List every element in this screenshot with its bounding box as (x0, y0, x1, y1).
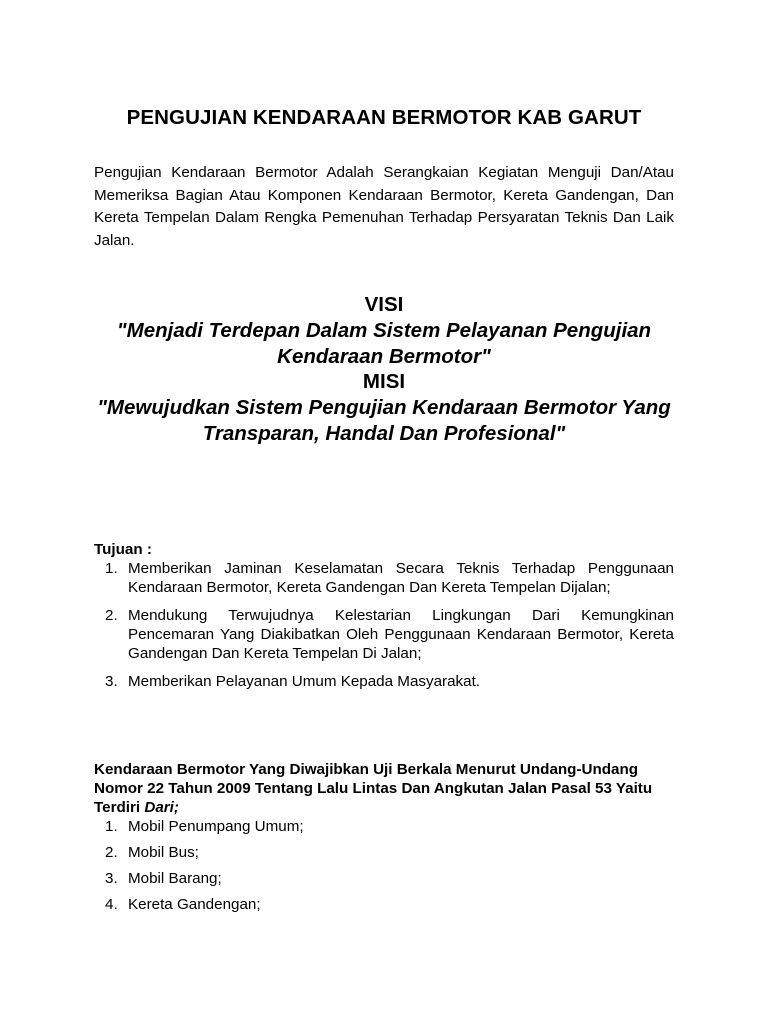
vision-mission-block (94, 292, 674, 447)
tujuan-list (94, 559, 674, 691)
list-item (94, 895, 674, 914)
kendaraan-list (94, 817, 674, 914)
page-title: PENGUJIAN KENDARAAN BERMOTOR KAB GARUT (126, 106, 642, 129)
list-item (94, 672, 674, 691)
visi-statement: "Menjadi Terdepan Dalam Sistem Pelayanan Pengujian Kendaraan Bermotor" (116, 318, 652, 368)
misi-heading: MISI (362, 370, 406, 394)
list-number: 1. (105, 560, 118, 577)
list-text: Mobil Penumpang Umum; (128, 818, 304, 835)
kendaraan-label-text: Kendaraan Bermotor Yang Diwajibkan Uji Berkala Menurut Undang-Undang Nomor 22 Tahun 2009 Tentang Lalu Lintas Dan Angkutan Jalan Pasal 53 Yaitu Terdiri (94, 761, 653, 816)
kendaraan-label (94, 760, 674, 817)
list-number: 3. (105, 870, 118, 887)
tujuan-label: Tujuan : (94, 541, 152, 558)
list-number: 2. (105, 844, 118, 861)
list-number: 1. (105, 818, 118, 835)
list-item (94, 843, 674, 862)
list-item (94, 606, 674, 663)
list-item (94, 869, 674, 888)
list-text: Memberikan Jaminan Keselamatan Secara Teknis Terhadap Penggunaan Kendaraan Bermotor, Kereta Gandengan Dan Kereta Tempelan Dijalan; (128, 560, 674, 596)
list-text: Kereta Gandengan; (128, 896, 261, 913)
tujuan-section (94, 540, 674, 700)
list-number: 3. (105, 673, 118, 690)
visi-heading: VISI (364, 293, 404, 316)
kendaraan-section (94, 760, 674, 921)
intro-paragraph: Pengujian Kendaraan Bermotor Adalah Serangkaian Kegiatan Menguji Dan/Atau Memeriksa Bagian Atau Komponen Kendaraan Bermotor, Kereta Gandengan, Dan Kereta Tempelan Dalam Rengka Pemenuhan Terhadap Persyaratan Teknis Dan Laik Jalan. (94, 164, 674, 249)
kendaraan-label-italic: Dari; (144, 799, 179, 816)
list-text: Mobil Bus; (128, 844, 199, 861)
list-item (94, 559, 674, 597)
list-text: Memberikan Pelayanan Umum Kepada Masyarakat. (128, 673, 481, 690)
list-number: 2. (105, 607, 118, 624)
list-text: Mendukung Terwujudnya Kelestarian Lingkungan Dari Kemungkinan Pencemaran Yang Diakibatkan Oleh Penggunaan Kendaraan Bermotor, Kereta Gandengan Dan Kereta Tempelan Di Jalan; (128, 607, 674, 662)
misi-statement: "Mewujudkan Sistem Pengujian Kendaraan Bermotor Yang Transparan, Handal Dan Profesional" (97, 396, 671, 445)
list-text: Mobil Barang; (128, 870, 222, 887)
list-number: 4. (105, 896, 118, 913)
list-item (94, 817, 674, 836)
